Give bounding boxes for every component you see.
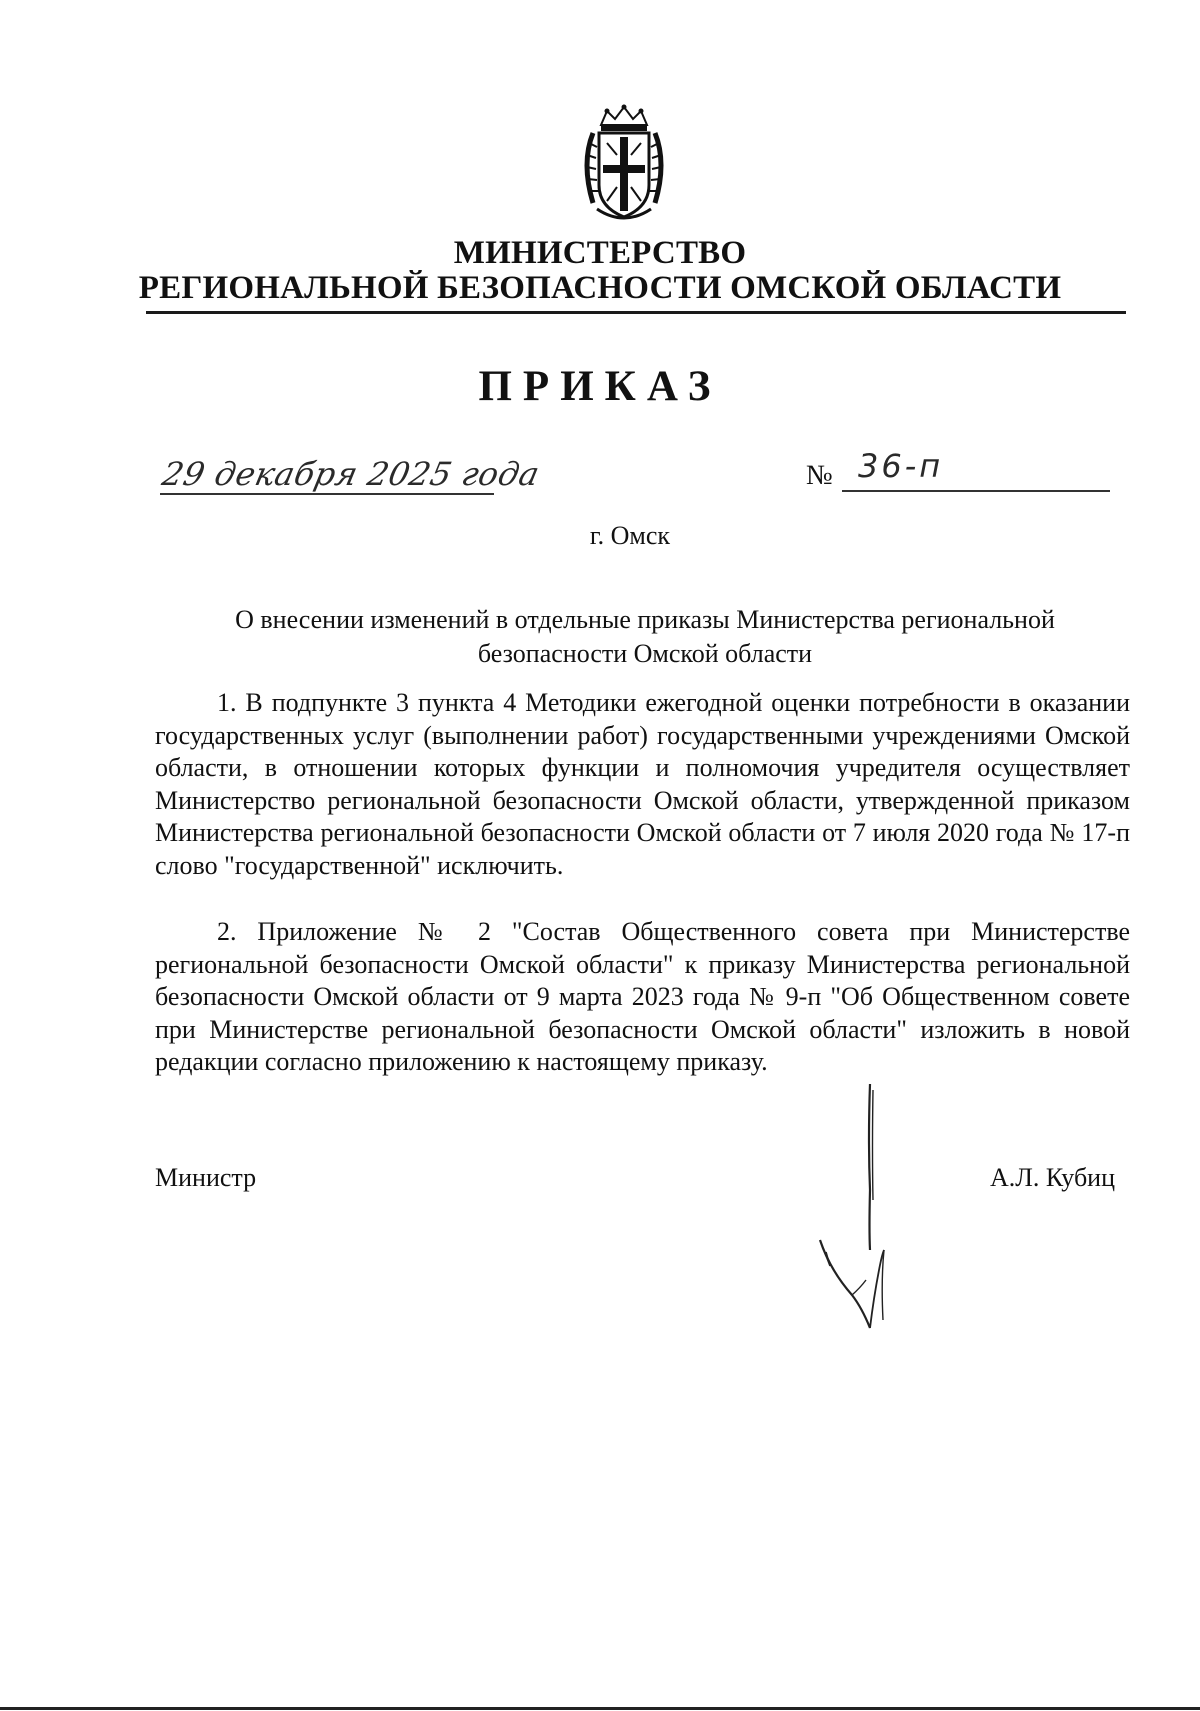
ministry-title-line-2: РЕГИОНАЛЬНОЙ БЕЗОПАСНОСТИ ОМСКОЙ ОБЛАСТИ	[138, 270, 1062, 306]
city-line: г. Омск	[589, 521, 671, 550]
signer-name: А.Л. Кубиц	[990, 1163, 1116, 1192]
order-date-handwritten: 29 декабря 2025 года	[158, 455, 544, 493]
body-paragraph-1: 1. В подпункте 3 пункта 4 Методики ежегодной оценки потребности в оказании государственных услуг (выполнении работ) государственными учреждениями Омской области, в отношении которых функции и полномочия учредителя осуществляет Министерство региональной безопасности Омской области, утвержденной приказом Министерства региональной безопасности Омской области от 7 июля 2020 года № 17-п слово "государственной" исключить.	[155, 688, 1130, 880]
order-number-handwritten: 36-п	[858, 447, 944, 485]
date-underline	[160, 493, 494, 495]
header-divider	[146, 311, 1126, 314]
subject-line-1: О внесении изменений в отдельные приказы Министерства региональной	[235, 605, 1055, 634]
ministry-title-line-1: МИНИСТЕРСТВО	[453, 235, 747, 271]
body-paragraph-2: 2. Приложение № 2 "Состав Общественного совета при Министерстве региональной безопасности Омской области" к приказу Министерства региональной безопасности Омской области от 9 марта 2023 года № 9-п "Об Общественном совете при Министерстве региональной безопасности Омской области" изложить в новой редакции согласно приложению к настоящему приказу.	[155, 917, 1130, 1077]
coat-of-arms-icon	[571, 103, 677, 225]
signer-position: Министр	[155, 1163, 257, 1192]
document-type-title: ПРИКАЗ	[478, 363, 722, 410]
subject-line-2: безопасности Омской области	[477, 639, 813, 668]
order-number-label: №	[806, 460, 833, 491]
handwritten-signature-icon	[800, 1080, 910, 1340]
page-bottom-edge	[0, 1707, 1200, 1710]
number-underline	[842, 490, 1110, 492]
